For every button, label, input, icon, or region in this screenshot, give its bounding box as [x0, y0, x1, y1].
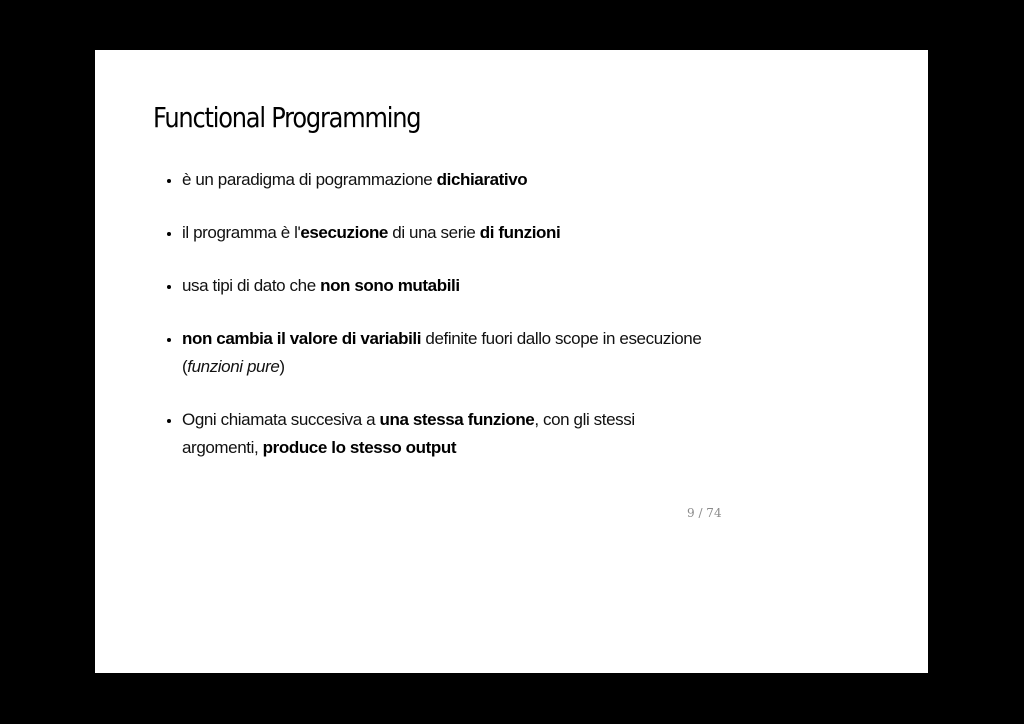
bullet-emphasis: non cambia il valore di variabili — [182, 329, 422, 348]
bullet-text: Ogni chiamata succesiva a — [182, 410, 380, 429]
bullet-text: ) — [279, 357, 285, 376]
bullet-item — [167, 325, 707, 381]
bullet-text: è un paradigma di pogrammazione — [182, 170, 437, 189]
bullet-text: definite fuori dallo scope in esecuzione ( — [182, 329, 702, 376]
bullet-text: il programma è l' — [182, 223, 301, 242]
bullet-text: , con gli stessi argomenti, — [182, 410, 635, 457]
page-number: 9 / 74 — [687, 506, 722, 520]
bullet-emphasis: dichiarativo — [436, 170, 528, 189]
bullet-emphasis: non sono mutabili — [320, 276, 460, 295]
bullet-text: di una serie — [387, 223, 480, 242]
bullet-item — [167, 272, 707, 300]
bullet-emphasis: una stessa funzione — [379, 410, 535, 429]
bullet-item — [167, 219, 707, 247]
slide — [95, 50, 928, 673]
bullet-item — [167, 406, 707, 462]
bullet-italic: funzioni pure — [187, 357, 280, 376]
slide-title: Functional Programming — [153, 101, 421, 134]
bullet-emphasis: produce lo stesso output — [262, 438, 457, 457]
bullet-emphasis: di funzioni — [479, 223, 561, 242]
bullet-emphasis: esecuzione — [300, 223, 388, 242]
bullet-text: usa tipi di dato che — [182, 276, 321, 295]
bullet-item — [167, 166, 707, 194]
bullet-list — [167, 166, 707, 487]
